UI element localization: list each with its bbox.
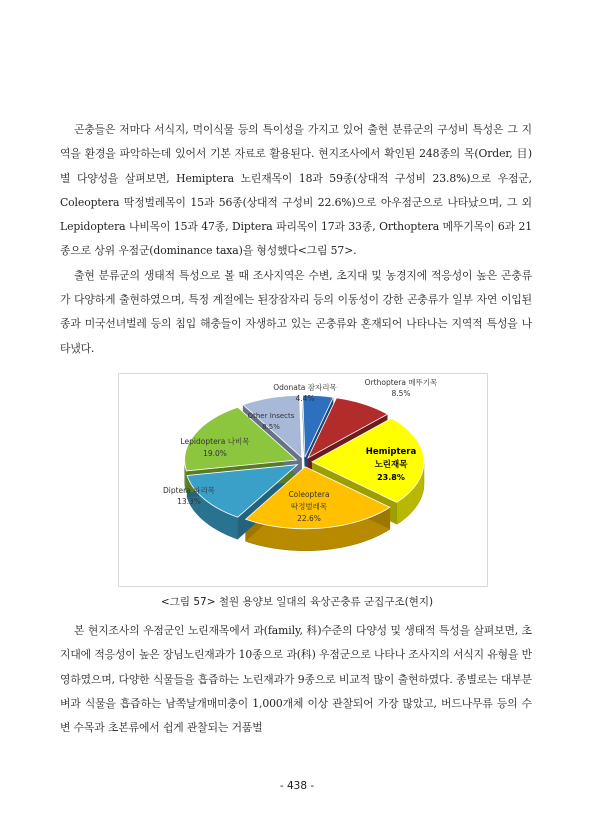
body-text-top [60, 118, 532, 361]
slice-label-hemiptera-ko: 노린재목 [374, 460, 408, 470]
slice-label-hemiptera: Hemiptera [365, 447, 417, 457]
body-text-bottom [60, 619, 532, 740]
slice-label-lepidoptera: Lepidoptera 나비목 [180, 437, 250, 446]
paragraph: 곤충들은 저마다 서식지, 먹이식물 등의 특이성을 가지고 있어 출현 분류군의 구성비 특성은 그 지역을 환경을 파악하는데 있어서 기본 자료로 활용된다. 현지조사에서 확인된 248종의 목(Order, 目)별 다양성을 살펴보면, Hemiptera 노린재목이 18과 59종(상대적 구성비 23.8%)으로 우점군, Coleoptera 딱정벌레목이 15과 56종(상대적 구성비 22.6%)으로 아우점군으로 나타났으며, 그 외 Lepidoptera 나비목이 15과 47종, Diptera 파리목이 17과 33종, Orthoptera 메뚜기목이 6과 21종으로 상위 우점군(dominance taxa)을 형성했다<그림 57>. [60, 123, 532, 258]
slice-label-coleoptera-ko: 딱정벌레목 [290, 502, 328, 511]
slice-label-coleoptera: Coleoptera [288, 490, 330, 499]
pie-chart-figure [118, 373, 488, 587]
slice-value-diptera: 13.3% [177, 497, 201, 506]
slice-label-diptera: Diptera 파리목 [163, 486, 215, 495]
slice-value-orthoptera: 8.5% [391, 389, 411, 398]
pie-chart [119, 374, 487, 586]
slice-label-odonata: Odonata 잠자리목 [273, 383, 337, 392]
page-number: - 438 - [279, 780, 315, 792]
slice-label-orthoptera: Orthoptera 메뚜기목 [364, 378, 438, 387]
slice-value-lepidoptera: 19.0% [203, 449, 227, 458]
slice-value-other: 8.5% [262, 423, 280, 431]
slice-label-other: Other Insects [247, 412, 295, 420]
slice-value-hemiptera: 23.8% [377, 473, 405, 482]
slice-value-coleoptera: 22.6% [297, 514, 321, 523]
paragraph: 본 현지조사의 우점군인 노린재목에서 과(family, 科)수준의 다양성 및 생태적 특성을 살펴보면, 초지대에 적응성이 높은 장님노린재과가 10종으로 과(科) 우점군으로 나타나 조사지의 서식지 유형을 반영하였으며, 다양한 식물들을 흡즙하는 노린재과가 9종으로 비교적 많이 출현하였다. 종별로는 대부분 벼과 식물을 흡즙하는 남쪽날개매미충이 1,000개체 이상 관찰되어 가장 많았고, 버드나무류 등의 수변 수목과 초본류에서 쉽게 관찰되는 거품벌 [60, 624, 532, 735]
slice-value-odonata: 4.4% [295, 394, 315, 403]
figure-caption: <그림 57> 철원 용양보 일대의 육상곤충류 군집구조(현지) [160, 596, 434, 608]
paragraph: 출현 분류군의 생태적 특성으로 볼 때 조사지역은 수변, 초지대 및 농경지에 적응성이 높은 곤충류가 다양하게 출현하였으며, 특정 계절에는 된장잠자리 등의 이동성이 강한 곤충류가 일부 자연 이입된 종과 미국선녀벌레 등의 침입 해충들이 자생하고 있는 곤충류와 혼재되어 나타나는 지역적 특성을 나타냈다. [60, 268, 532, 355]
